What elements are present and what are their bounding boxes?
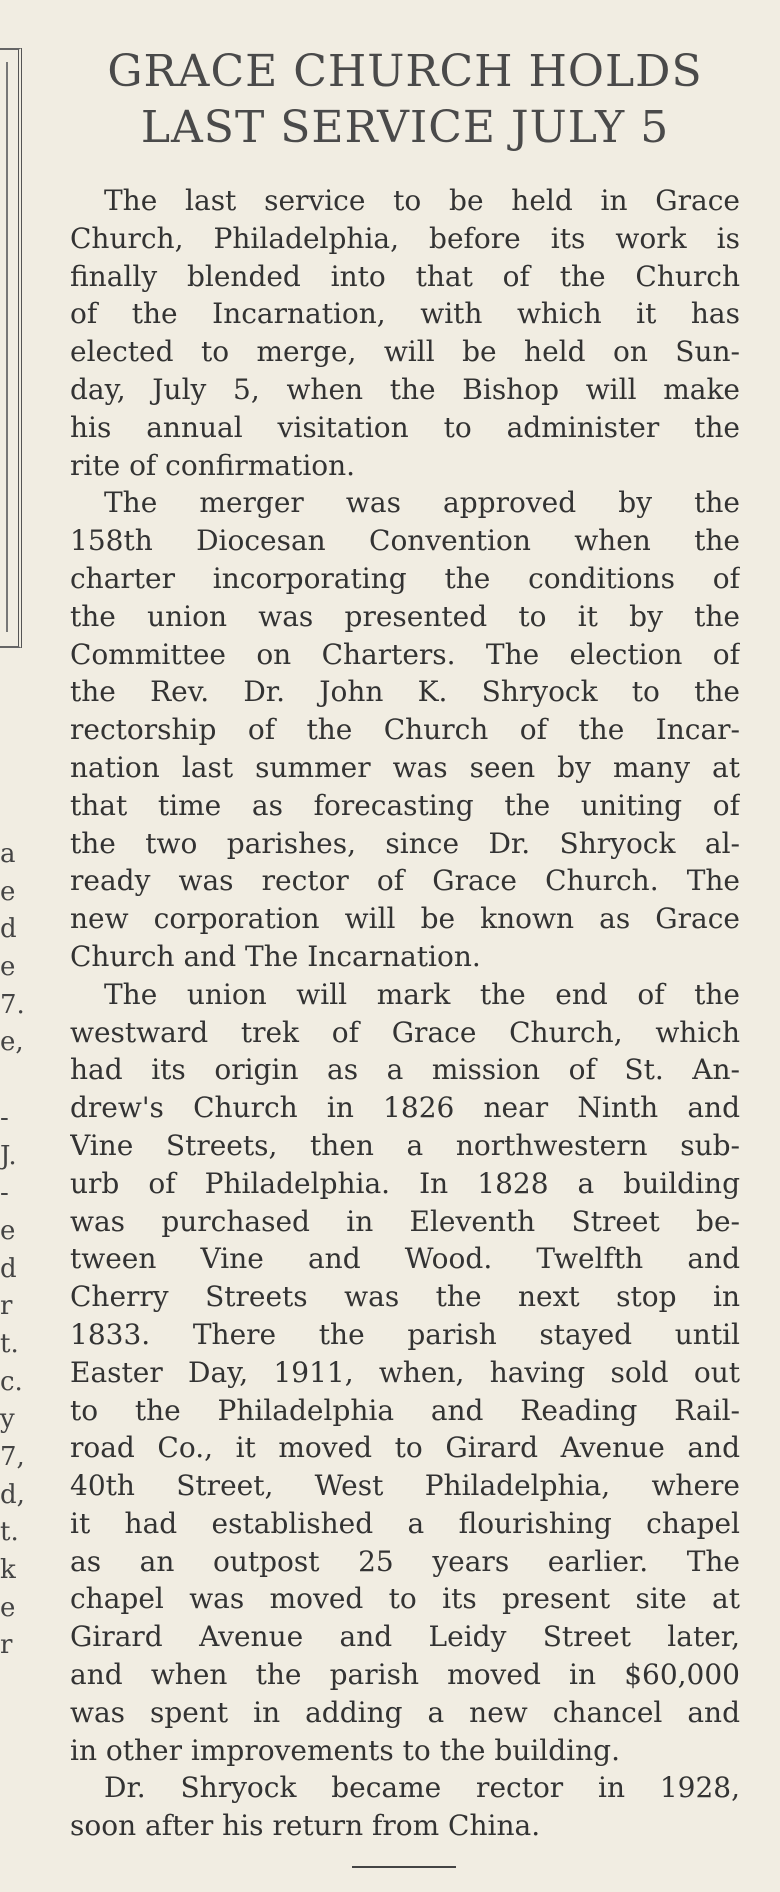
- text-line: the union was presented to it by the: [70, 599, 740, 633]
- text-line: that time as forecasting the uniting of: [70, 788, 740, 822]
- headline-line-1: GRACE CHURCH HOLDS: [107, 46, 703, 97]
- text-line: urb of Philadelphia. In 1828 a building: [70, 1166, 740, 1200]
- text-line: Church and The Incarnation.: [70, 939, 481, 973]
- text-line: Vine Streets, then a northwestern sub-: [70, 1128, 740, 1162]
- gutter-fragment: 7,: [0, 1442, 25, 1472]
- gutter-fragment: 7.: [0, 989, 25, 1020]
- text-line: Easter Day, 1911, when, having sold out: [70, 1355, 740, 1389]
- text-line: soon after his return from China.: [70, 1809, 541, 1843]
- gutter-fragment: J.: [0, 1140, 17, 1171]
- text-line: rectorship of the Church of the Incar-: [70, 713, 740, 747]
- text-line: had its origin as a mission of St. An-: [70, 1053, 740, 1087]
- text-line: in other improvements to the building.: [70, 1733, 620, 1767]
- text-line: westward trek of Grace Church, which: [70, 1015, 740, 1049]
- gutter-fragment: d: [0, 914, 17, 945]
- text-line: chapel was moved to its present site at: [70, 1582, 740, 1616]
- adjacent-column-frame: [0, 48, 22, 648]
- text-line: road Co., it moved to Girard Avenue and: [70, 1431, 740, 1465]
- gutter-fragment: e: [0, 876, 16, 907]
- paragraph: [70, 1769, 740, 1845]
- gutter-fragment: r: [0, 1630, 13, 1661]
- text-line: and when the parish moved in $60,000: [70, 1658, 740, 1692]
- article-body: [70, 182, 740, 1845]
- gutter-fragment: e: [0, 1215, 16, 1246]
- gutter-fragment: y: [0, 1404, 15, 1435]
- end-rule: [352, 1866, 456, 1868]
- paragraph: [70, 182, 740, 484]
- text-line: was spent in adding a new chancel and: [70, 1695, 740, 1729]
- text-line: Committee on Charters. The election of: [70, 637, 740, 671]
- text-line: Girard Avenue and Leidy Street later,: [70, 1620, 740, 1654]
- gutter-fragment: e: [0, 952, 16, 983]
- text-line: Dr. Shryock became rector in 1928,: [104, 1771, 740, 1805]
- text-line: was purchased in Eleventh Street be-: [70, 1204, 740, 1238]
- text-line: tween Vine and Wood. Twelfth and: [70, 1242, 740, 1276]
- gutter-fragment: t.: [0, 1328, 19, 1359]
- headline-line-2: LAST SERVICE JULY 5: [140, 102, 670, 153]
- gutter-fragment: [0, 1062, 22, 1100]
- text-line: it had established a flourishing chapel: [70, 1506, 740, 1540]
- text-line: of the Incarnation, with which it has: [70, 297, 740, 331]
- gutter-fragment: -: [0, 1102, 9, 1133]
- text-line: drew's Church in 1826 near Ninth and: [70, 1091, 740, 1125]
- text-line: the two parishes, since Dr. Shryock al-: [70, 826, 740, 860]
- gutter-fragment: d: [0, 1253, 17, 1284]
- text-line: new corporation will be known as Grace: [70, 902, 740, 936]
- gutter-fragment: t.: [0, 1517, 19, 1548]
- text-line: The merger was approved by the: [104, 486, 740, 520]
- gutter-fragment: a: [0, 839, 16, 869]
- gutter-fragment: d,: [0, 1479, 25, 1510]
- gutter-fragment: c.: [0, 1366, 23, 1397]
- text-line: to the Philadelphia and Reading Rail-: [70, 1393, 740, 1427]
- text-line: Church, Philadelphia, before its work is: [70, 221, 740, 255]
- text-line: as an outpost 25 years earlier. The: [70, 1544, 740, 1578]
- article: [70, 44, 740, 1845]
- headline: [70, 44, 740, 156]
- text-line: his annual visitation to administer the: [70, 410, 740, 444]
- gutter-fragment: r: [0, 1291, 13, 1322]
- text-line: finally blended into that of the Church: [70, 259, 740, 293]
- gutter-fragment: e: [0, 1592, 16, 1623]
- text-line: ready was rector of Grace Church. The: [70, 864, 740, 898]
- text-line: the Rev. Dr. John K. Shryock to the: [70, 675, 740, 709]
- text-line: rite of confirmation.: [70, 448, 356, 482]
- text-line: Cherry Streets was the next stop in: [70, 1280, 740, 1314]
- text-line: The union will mark the end of the: [104, 977, 740, 1011]
- paragraph: [70, 484, 740, 975]
- gutter-fragment: k: [0, 1555, 16, 1586]
- text-line: 40th Street, West Philadelphia, where: [70, 1469, 740, 1503]
- gutter-fragment: e,: [0, 1027, 24, 1058]
- text-line: elected to merge, will be held on Sun-: [70, 335, 740, 369]
- gutter-fragment: -: [0, 1178, 9, 1209]
- paragraph: [70, 976, 740, 1770]
- adjacent-column-fragment: [0, 836, 25, 1665]
- text-line: 1833. There the parish stayed until: [70, 1317, 740, 1351]
- text-line: 158th Diocesan Convention when the: [70, 524, 740, 558]
- text-line: nation last summer was seen by many at: [70, 750, 740, 784]
- frame-inner-line: [6, 62, 8, 632]
- text-line: day, July 5, when the Bishop will make: [70, 372, 740, 406]
- text-line: The last service to be held in Grace: [104, 184, 740, 217]
- text-line: charter incorporating the conditions of: [70, 561, 740, 595]
